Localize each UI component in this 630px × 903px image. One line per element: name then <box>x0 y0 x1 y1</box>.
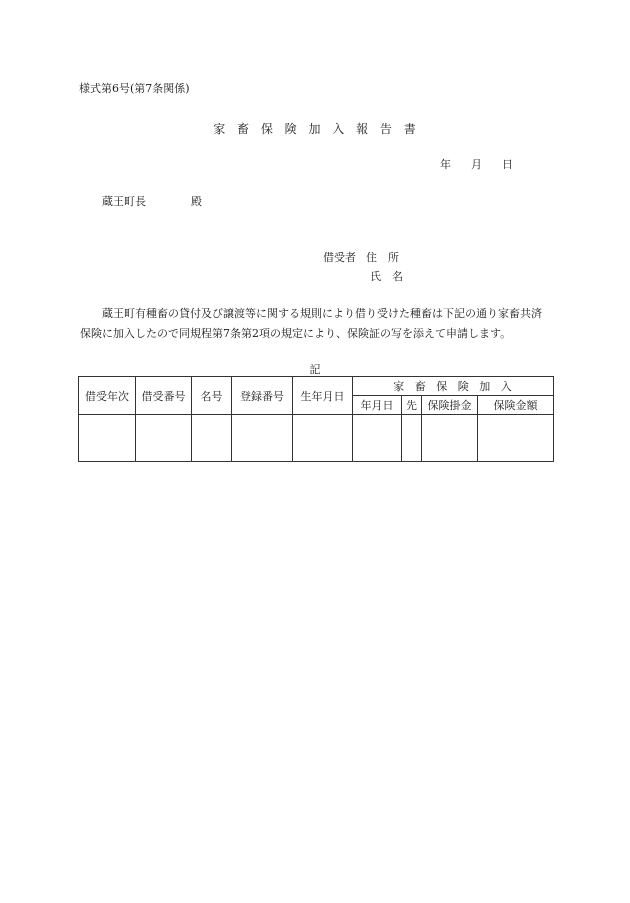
subcol-date: 年月日 <box>353 396 402 415</box>
cell-borrow-year[interactable] <box>79 415 136 462</box>
borrower-address-line <box>323 249 399 265</box>
cell-borrow-number[interactable] <box>136 415 192 462</box>
date-line <box>440 156 513 172</box>
table-row <box>79 415 554 462</box>
cell-birth-date[interactable] <box>293 415 353 462</box>
date-month-label: 月 <box>471 158 482 171</box>
body-paragraph: 蔵王町有種畜の貸付及び譲渡等に関する規則により借り受けた種畜は下記の通り家畜共済保険に加入したので同規程第7条第2項の規定により、保険証の写を添えて申請します。 <box>80 307 542 340</box>
borrower-address-label: 住 所 <box>366 251 399 264</box>
borrower-label: 借受者 <box>323 251 356 264</box>
borrower-name-label: 氏 名 <box>370 270 403 283</box>
cell-amount[interactable] <box>478 415 554 462</box>
addressee <box>102 193 202 209</box>
subcol-insurer: 先 <box>402 396 422 415</box>
record-table <box>78 376 554 462</box>
subcol-premium: 保険掛金 <box>422 396 478 415</box>
ki-heading: 記 <box>309 363 321 376</box>
col-birth-date: 生年月日 <box>293 377 353 415</box>
cell-date[interactable] <box>353 415 402 462</box>
col-name: 名号 <box>192 377 232 415</box>
col-borrow-number: 借受番号 <box>136 377 192 415</box>
form-number: 様式第6号(第7条関係) <box>79 82 190 95</box>
cell-premium[interactable] <box>422 415 478 462</box>
cell-registration-number[interactable] <box>232 415 293 462</box>
document-title: 家 畜 保 険 加 入 報 告 書 <box>213 122 417 136</box>
date-day-label: 日 <box>502 158 513 171</box>
date-year-label: 年 <box>440 158 451 171</box>
col-borrow-year: 借受年次 <box>79 377 136 415</box>
subcol-amount: 保険金額 <box>478 396 554 415</box>
col-group-insurance: 家 畜 保 険 加 入 <box>353 377 554 396</box>
cell-insurer[interactable] <box>402 415 422 462</box>
addressee-name: 蔵王町長 <box>102 195 146 208</box>
cell-name[interactable] <box>192 415 232 462</box>
col-registration-number: 登録番号 <box>232 377 293 415</box>
addressee-honorific: 殿 <box>191 195 202 208</box>
borrower-name-line <box>370 268 403 284</box>
